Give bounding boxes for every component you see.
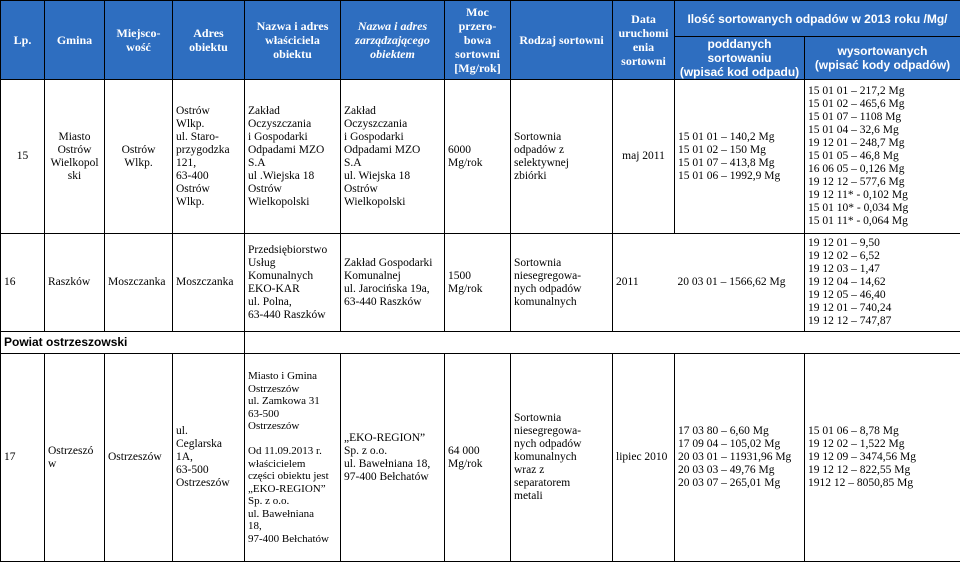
table-row bbox=[1, 80, 960, 234]
header-miejscowosc: Miejsco- wość bbox=[105, 1, 173, 80]
cell-lp: 16 bbox=[1, 234, 45, 332]
cell-moc: 64 000 Mg/rok bbox=[445, 354, 511, 562]
table-row bbox=[1, 354, 960, 562]
cell-zarzadzajacy: Zakład Oczyszczania i Gospodarki Odpadami MZO S.A ul. Wiejska 18 Ostrów Wielkopolski bbox=[341, 80, 445, 234]
cell-gmina: Miasto Ostrów Wielkopol ski bbox=[45, 80, 105, 234]
cell-rodzaj: Sortownia odpadów z selektywnej zbiórki bbox=[511, 80, 613, 234]
cell-data: 2011 bbox=[613, 234, 675, 332]
cell-moc: 1500 Mg/rok bbox=[445, 234, 511, 332]
cell-adres: ul. Ceglarska 1A, 63-500 Ostrzeszów bbox=[173, 354, 245, 562]
cell-zarzadzajacy: Zakład Gospodarki Komunalnej ul. Jarocińska 19a, 63-440 Raszków bbox=[341, 234, 445, 332]
cell-wysortowanych: 15 01 01 – 217,2 Mg 15 01 02 – 465,6 Mg 15 01 07 – 1108 Mg 15 01 04 – 32,6 Mg 19 12 01 – 248,7 Mg 15 01 05 – 46,8 Mg 16 06 05 – 0,126 Mg 19 12 12 – 577,6 Mg 19 12 11* - 0,102 Mg 15 01 10* - 0,034 Mg 15 01 11* - 0,064 Mg bbox=[805, 80, 960, 234]
cell-data: maj 2011 bbox=[613, 80, 675, 234]
header-rodzaj: Rodzaj sortowni bbox=[511, 1, 613, 80]
header-zarzadzajacy: Nazwa i adres zarządzającego obiektem bbox=[341, 1, 445, 80]
section-row bbox=[1, 332, 960, 354]
cell-gmina: Raszków bbox=[45, 234, 105, 332]
cell-moc: 6000 Mg/rok bbox=[445, 80, 511, 234]
cell-lp: 17 bbox=[1, 354, 45, 562]
header-lp: Lp. bbox=[1, 1, 45, 80]
cell-poddanych: 15 01 01 – 140,2 Mg 15 01 02 – 150 Mg 15 01 07 – 413,8 Mg 15 01 06 – 1992,9 Mg bbox=[675, 80, 805, 234]
header-gmina: Gmina bbox=[45, 1, 105, 80]
cell-data: lipiec 2010 bbox=[613, 354, 675, 562]
cell-wlasciciel: Miasto i Gmina Ostrzeszów ul. Zamkowa 31 63-500 Ostrzeszów Od 11.09.2013 r. właścicielem części obiektu jest „EKO-REGION” Sp. z o.o. ul. Bawełniana 18, 97-400 Bełchatów bbox=[245, 354, 341, 562]
header-data: Data uruchomi enia sortowni bbox=[613, 1, 675, 80]
header-wlasciciel: Nazwa i adres właściciela obiektu bbox=[245, 1, 341, 80]
cell-miejscowosc: Moszczanka bbox=[105, 234, 173, 332]
cell-rodzaj: Sortownia niesegregowa- nych odpadów komunalnych wraz z separatorem metali bbox=[511, 354, 613, 562]
cell-poddanych: 17 03 80 – 6,60 Mg 17 09 04 – 105,02 Mg 20 03 01 – 11931,96 Mg 20 03 03 – 49,76 Mg 20 03 07 – 265,01 Mg bbox=[675, 354, 805, 562]
cell-gmina: Ostrzeszó w bbox=[45, 354, 105, 562]
cell-wlasciciel: Przedsiębiorstwo Usług Komunalnych EKO-KAR ul. Polna, 63-440 Raszków bbox=[245, 234, 341, 332]
header-poddanych: poddanych sortowaniu (wpisać kod odpadu) bbox=[675, 37, 805, 80]
cell-poddanych: 20 03 01 – 1566,62 Mg bbox=[675, 234, 805, 332]
cell-zarzadzajacy: „EKO-REGION” Sp. z o.o. ul. Bawełniana 18, 97-400 Bełchatów bbox=[341, 354, 445, 562]
cell-lp: 15 bbox=[1, 80, 45, 234]
cell-wysortowanych: 15 01 06 – 8,78 Mg 19 12 02 – 1,522 Mg 19 12 09 – 3474,56 Mg 19 12 12 – 822,55 Mg 1912 12 – 8050,85 Mg bbox=[805, 354, 960, 562]
cell-miejscowosc: Ostrów Wlkp. bbox=[105, 80, 173, 234]
header-wysortowanych: wysortowanych (wpisać kody odpadów) bbox=[805, 37, 960, 80]
cell-wlasciciel: Zakład Oczyszczania i Gospodarki Odpadami MZO S.A ul .Wiejska 18 Ostrów Wielkopolski bbox=[245, 80, 341, 234]
cell-adres: Moszczanka bbox=[173, 234, 245, 332]
header-ilosc: Ilość sortowanych odpadów w 2013 roku /Mg/ bbox=[675, 1, 960, 37]
cell-wysortowanych: 19 12 01 – 9,50 19 12 02 – 6,52 19 12 03 – 1,47 19 12 04 – 14,62 19 12 05 – 46,40 19 12 01 – 740,24 19 12 12 – 747,87 bbox=[805, 234, 960, 332]
section-row-blank bbox=[245, 332, 960, 354]
cell-adres: Ostrów Wlkp. ul. Staro- przygodzka 121, 63-400 Ostrów Wlkp. bbox=[173, 80, 245, 234]
cell-rodzaj: Sortownia niesegregowa- nych odpadów komunalnych bbox=[511, 234, 613, 332]
header-adres: Adres obiektu bbox=[173, 1, 245, 80]
table-row bbox=[1, 234, 960, 332]
section-label-powiat: Powiat ostrzeszowski bbox=[1, 332, 245, 354]
header-moc: Moc przero- bowa sortowni [Mg/rok] bbox=[445, 1, 511, 80]
cell-miejscowosc: Ostrzeszów bbox=[105, 354, 173, 562]
